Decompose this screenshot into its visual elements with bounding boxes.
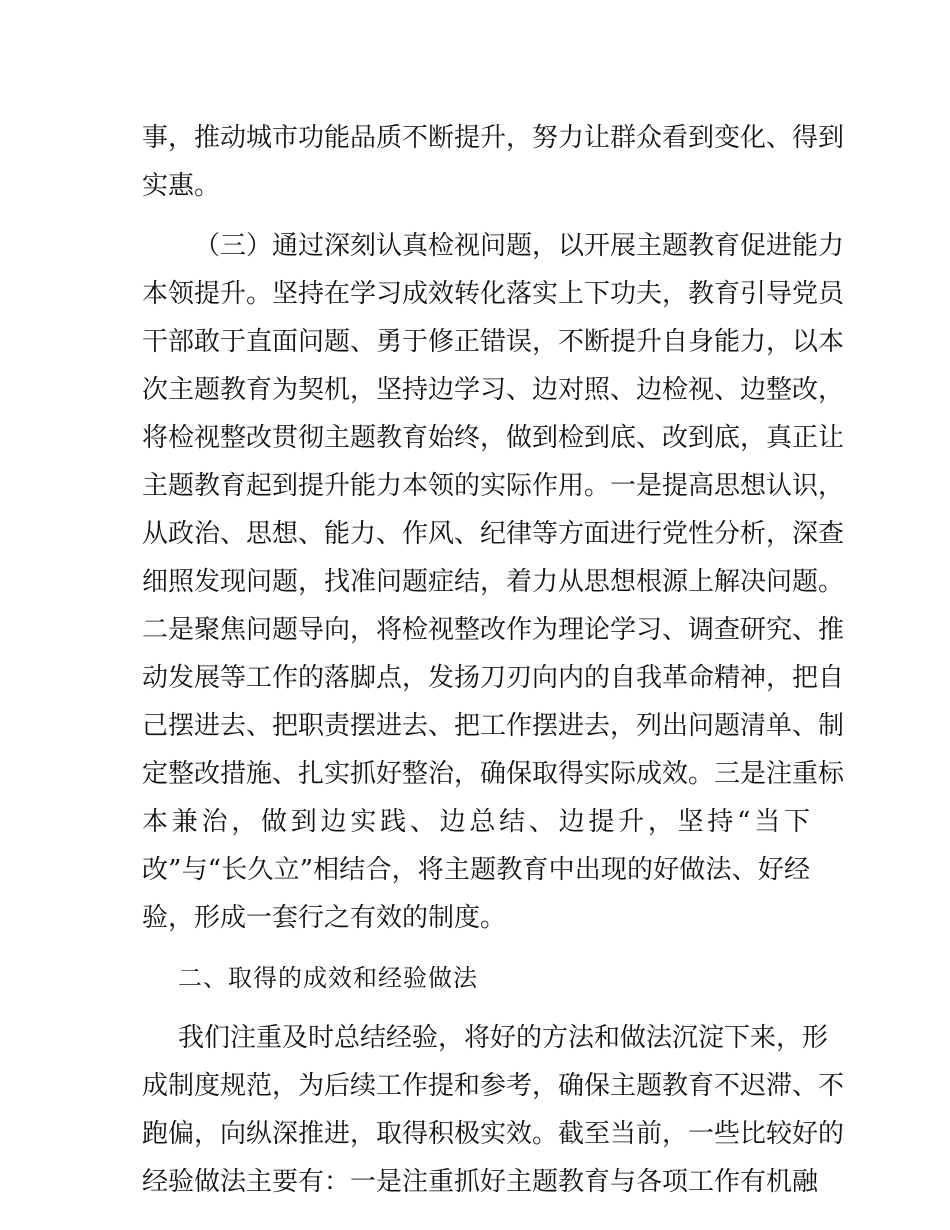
paragraph-1 (142, 114, 845, 210)
heading-text: 二、取得的成效和经验做法 (178, 964, 478, 992)
paragraph-line: 己摆进去、把职责摆进去、把工作摆进去，列出问题清单、制 (142, 711, 845, 741)
paragraph-line: 将检视整改贯彻主题教育始终，做到检到底、改到底，真正让 (142, 423, 845, 453)
paragraph-line: 实惠。 (142, 171, 221, 201)
paragraph-line: 改”与“长久立”相结合，将主题教育中出现的好做法、好经 (142, 855, 810, 885)
paragraph-line: 本领提升。坚持在学习成效转化落实上下功夫，教育引导党员 (142, 279, 845, 309)
paragraph-line: 二是聚焦问题导向，将检视整改作为理论学习、调查研究、推 (142, 615, 845, 645)
paragraph-2 (142, 222, 845, 942)
paragraph-line: 本兼治，做到边实践、边总结、边提升，坚持“当下 (142, 807, 810, 837)
section-heading (142, 954, 810, 1002)
paragraph-line: 事，推动城市功能品质不断提升，努力让群众看到变化、得到 (142, 123, 845, 153)
paragraph-line: 主题教育起到提升能力本领的实际作用。一是提高思想认识， (142, 471, 845, 501)
paragraph-line: 定整改措施、扎实抓好整治，确保取得实际成效。三是注重标 (142, 759, 845, 789)
paragraph-3 (142, 1014, 845, 1206)
paragraph-line: 动发展等工作的落脚点，发扬刀刃向内的自我革命精神，把自 (142, 663, 845, 693)
paragraph-line: 干部敢于直面问题、勇于修正错误，不断提升自身能力，以本 (142, 327, 845, 357)
paragraph-line: （三）通过深刻认真检视问题，以开展主题教育促进能力 (194, 231, 845, 261)
paragraph-line: 次主题教育为契机，坚持边学习、边对照、边检视、边整改， (142, 375, 845, 405)
paragraph-line: 验，形成一套行之有效的制度。 (142, 903, 507, 933)
paragraph-line: 经验做法主要有：一是注重抓好主题教育与各项工作有机融 (142, 1167, 819, 1197)
paragraph-line: 从政治、思想、能力、作风、纪律等方面进行党性分析，深查 (142, 519, 845, 549)
paragraph-line: 成制度规范，为后续工作提和参考，确保主题教育不迟滞、不 (142, 1071, 845, 1101)
paragraph-line: 细照发现问题，找准问题症结，着力从思想根源上解决问题。 (142, 567, 845, 597)
document-body (142, 114, 845, 1206)
paragraph-line: 跑偏，向纵深推进，取得积极实效。截至当前，一些比较好的 (142, 1119, 845, 1149)
paragraph-line: 我们注重及时总结经验，将好的方法和做法沉淀下来，形 (178, 1023, 829, 1053)
